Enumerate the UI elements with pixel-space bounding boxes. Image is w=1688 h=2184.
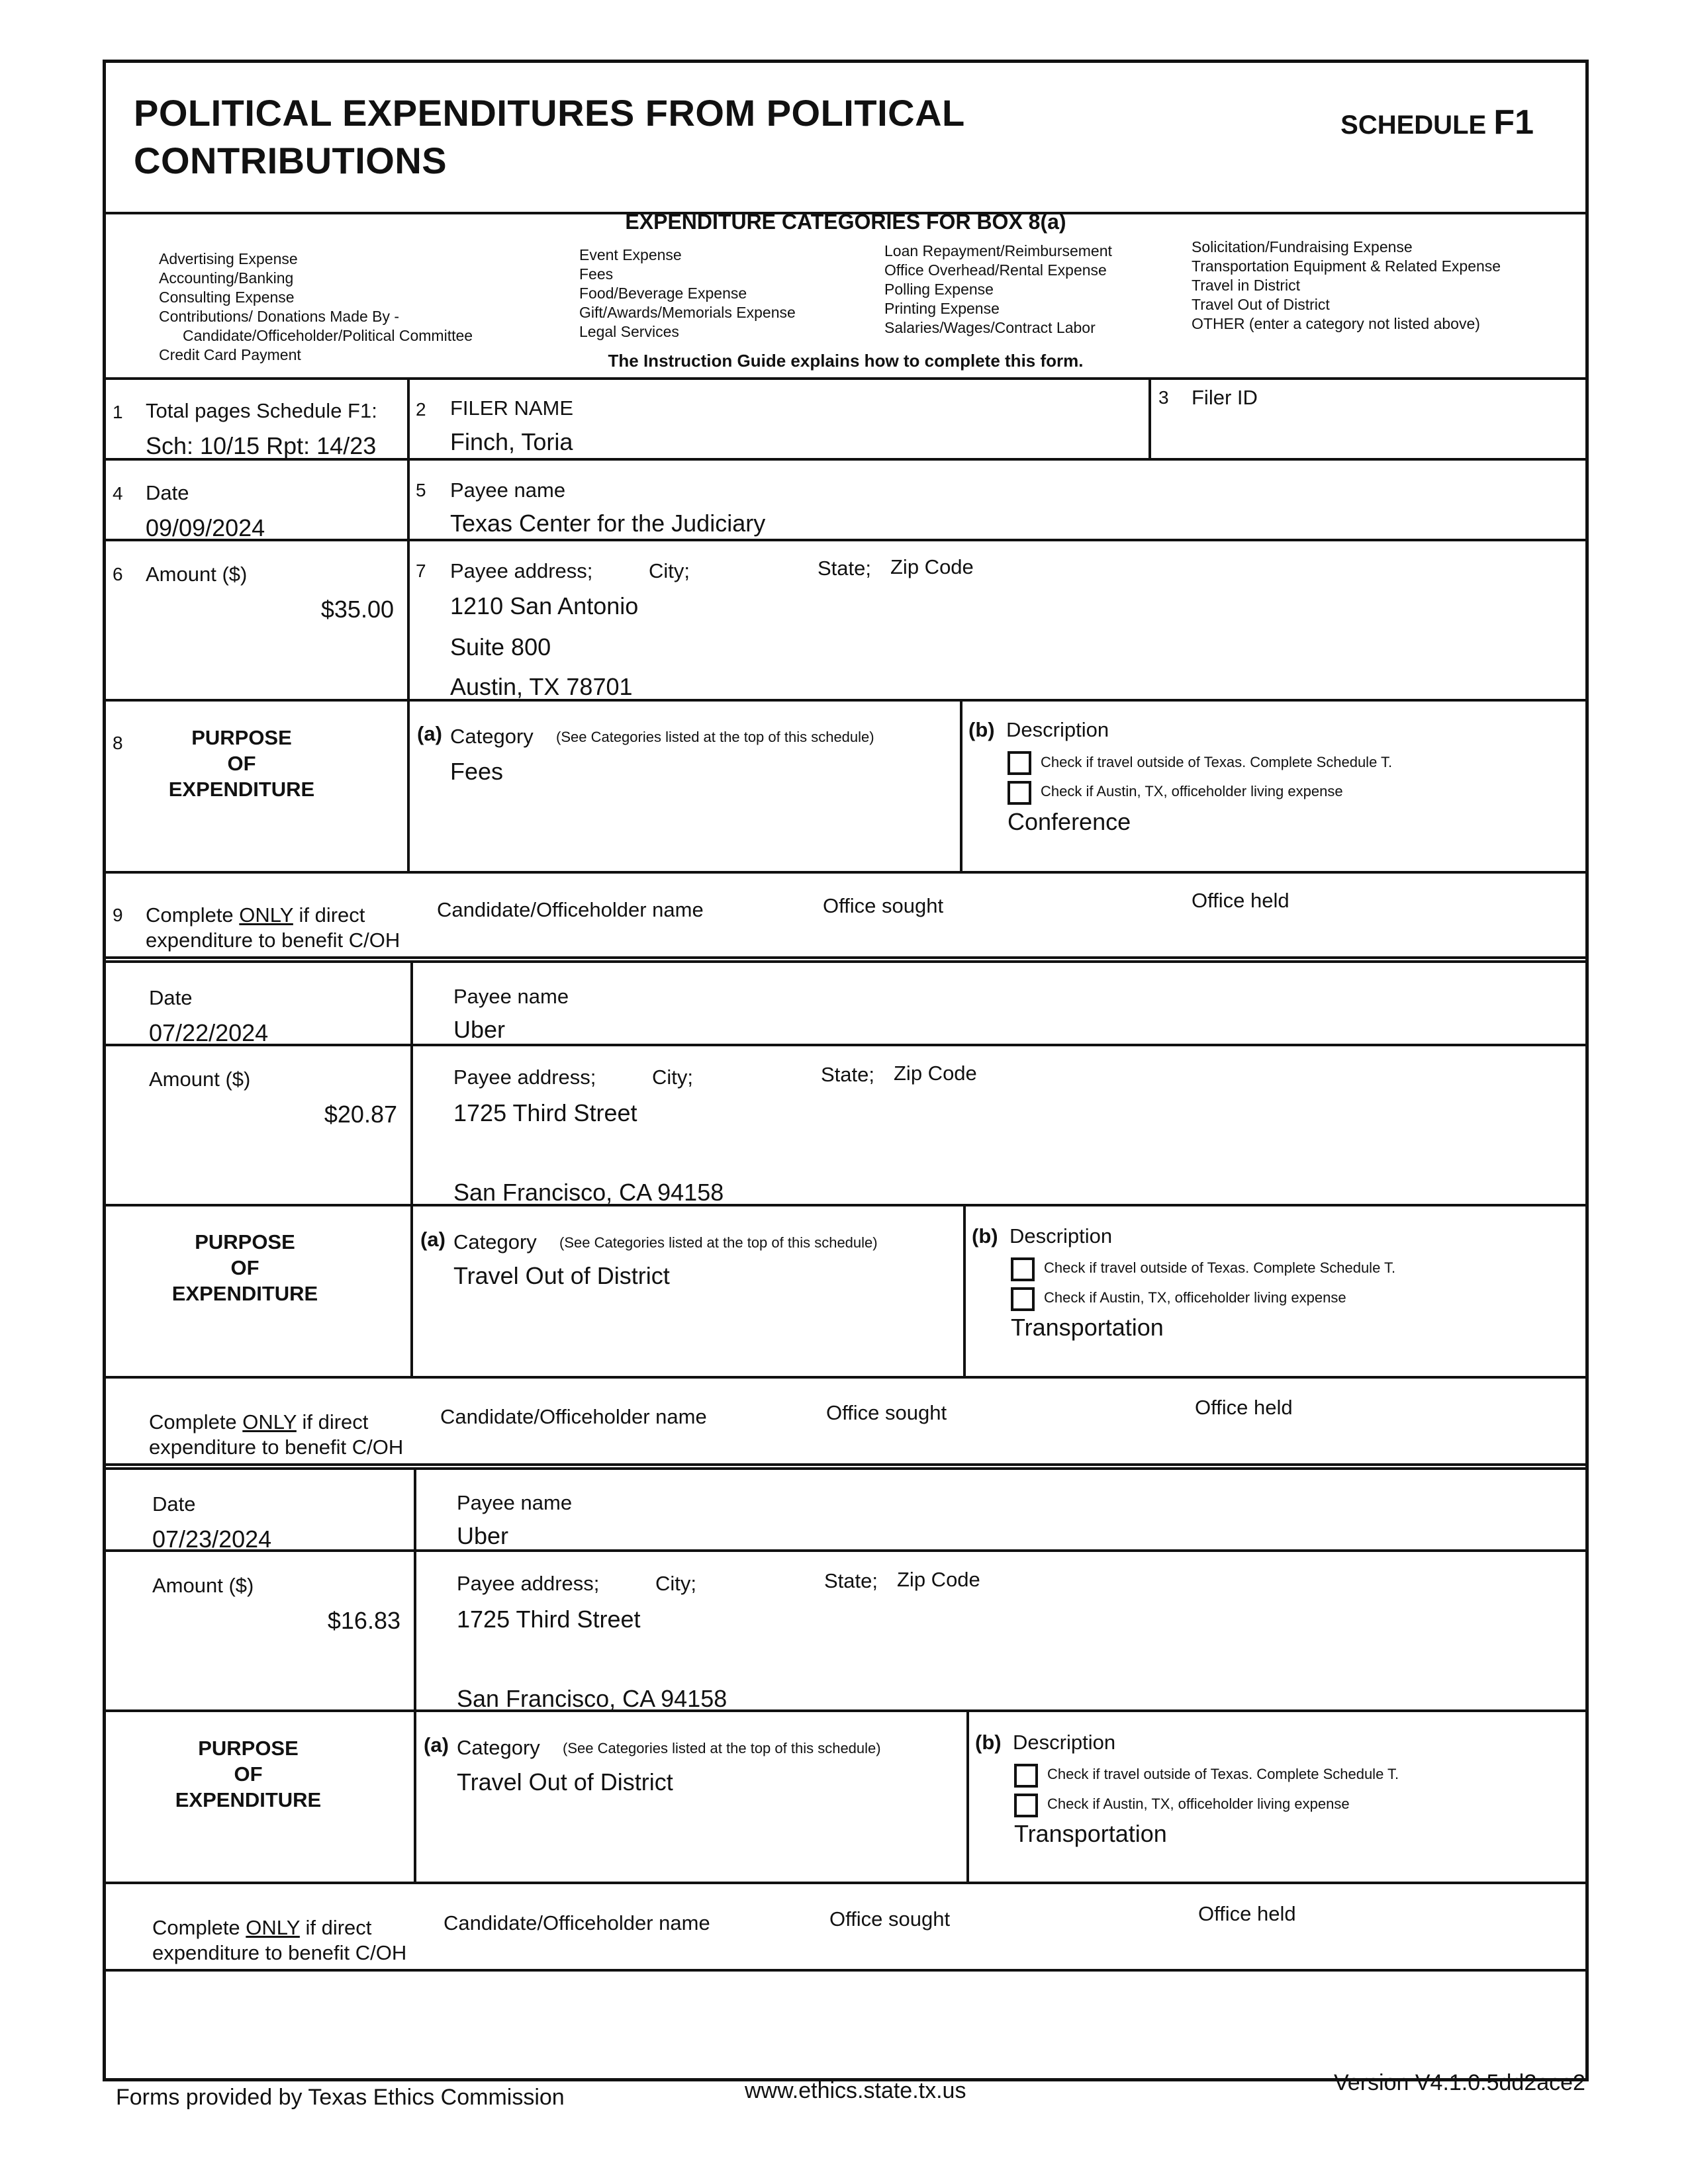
state-label: State; [821, 1063, 874, 1086]
category-value: Travel Out of District [453, 1262, 670, 1289]
purpose-of-expenditure-label [146, 725, 338, 802]
category-item: Travel Out of District [1192, 296, 1330, 313]
category-column-2 [579, 246, 796, 341]
divider [106, 699, 1585, 702]
divider [106, 1044, 1585, 1046]
complete-only-note [146, 903, 365, 927]
zip-label: Zip Code [890, 555, 974, 578]
zip-label: Zip Code [894, 1062, 977, 1085]
office-sought-label: Office sought [826, 1401, 947, 1424]
austin-living-expense-checkbox[interactable] [1008, 781, 1031, 805]
payee-address-label: Payee address; [450, 559, 593, 582]
address-line-3: Austin, TX 78701 [450, 673, 633, 700]
austin-living-expense-label: Check if Austin, TX, officeholder living expense [1041, 783, 1343, 799]
category-item: Office Overhead/Rental Expense [884, 261, 1107, 279]
divider [407, 700, 410, 871]
category-item: Polling Expense [884, 281, 994, 298]
travel-outside-texas-checkbox[interactable] [1008, 751, 1031, 775]
office-held-label: Office held [1195, 1396, 1293, 1419]
austin-living-expense-label: Check if Austin, TX, officeholder living expense [1047, 1796, 1350, 1812]
date-label: Date [152, 1492, 196, 1516]
purpose-line: PURPOSE [195, 1230, 295, 1253]
address-line-2: Suite 800 [450, 633, 551, 660]
date-value: 09/09/2024 [146, 514, 265, 541]
address-line-3: San Francisco, CA 94158 [457, 1685, 727, 1712]
category-item: Fees [579, 265, 614, 283]
filer-name-value: Finch, Toria [450, 428, 573, 455]
purpose-line: OF [234, 1762, 263, 1786]
category-item: OTHER (enter a category not listed above) [1192, 315, 1480, 332]
category-item: Gift/Awards/Memorials Expense [579, 304, 796, 321]
divider [106, 1969, 1585, 1972]
travel-outside-texas-checkbox[interactable] [1011, 1257, 1035, 1281]
amount-value: $16.83 [327, 1607, 400, 1634]
divider [410, 963, 413, 1044]
category-column-3 [884, 242, 1112, 338]
office-sought-label: Office sought [829, 1907, 951, 1931]
divider [106, 871, 1585, 874]
complete-only-line2: expenditure to benefit C/OH [146, 929, 400, 952]
category-item: Legal Services [579, 323, 679, 340]
category-item: Food/Beverage Expense [579, 285, 747, 302]
category-label: Category [453, 1230, 537, 1253]
category-item: Solicitation/Fundraising Expense [1192, 238, 1413, 255]
complete-post: if direct [293, 903, 365, 927]
complete-post: if direct [296, 1410, 369, 1433]
category-column-4 [1192, 238, 1501, 334]
field-number-9: 9 [113, 905, 123, 925]
divider [414, 1551, 416, 1709]
category-label: Category [457, 1736, 540, 1759]
b-tag: (b) [968, 718, 995, 741]
filer-name-label: FILER NAME [450, 396, 574, 420]
payee-name-label: Payee name [453, 985, 569, 1008]
purpose-line: OF [227, 752, 256, 775]
complete-only: ONLY [246, 1916, 300, 1939]
divider [106, 1549, 1585, 1552]
see-categories-note: (See Categories listed at the top of this schedule) [563, 1740, 881, 1756]
see-categories-note: (See Categories listed at the top of this schedule) [559, 1234, 878, 1251]
city-label: City; [652, 1066, 693, 1089]
office-sought-label: Office sought [823, 894, 944, 917]
divider [407, 379, 410, 458]
category-item: Salaries/Wages/Contract Labor [884, 319, 1096, 336]
filer-id-label: Filer ID [1192, 386, 1258, 409]
state-label: State; [818, 557, 871, 580]
state-label: State; [824, 1569, 878, 1592]
travel-outside-texas-checkbox[interactable] [1014, 1764, 1038, 1788]
description-label: Description [1006, 718, 1109, 741]
amount-label: Amount ($) [149, 1068, 251, 1091]
footer-provided-by: Forms provided by Texas Ethics Commission [116, 2085, 565, 2110]
purpose-of-expenditure-label [149, 1229, 341, 1306]
complete-only: ONLY [239, 903, 293, 927]
category-item: Advertising Expense [159, 250, 298, 267]
divider [414, 1711, 416, 1882]
divider [106, 458, 1585, 461]
divider [106, 1882, 1585, 1884]
category-item: Consulting Expense [159, 289, 295, 306]
category-column-1 [159, 250, 473, 365]
total-pages-label: Total pages Schedule F1: [146, 399, 377, 422]
austin-living-expense-label: Check if Austin, TX, officeholder living expense [1044, 1289, 1346, 1306]
category-item: Credit Card Payment [159, 346, 301, 363]
footer-version: Version V4.1.0.5dd2ace2 [1334, 2070, 1585, 2095]
divider [106, 1376, 1585, 1379]
divider [410, 1205, 413, 1376]
complete-pre: Complete [149, 1410, 243, 1433]
category-item: Contributions/ Donations Made By - [159, 308, 400, 325]
purpose-line: EXPENDITURE [175, 1788, 322, 1811]
complete-only-line2: expenditure to benefit C/OH [149, 1435, 404, 1459]
schedule-f1-form [103, 60, 1589, 2081]
payee-address-label: Payee address; [453, 1066, 596, 1089]
payee-name-label: Payee name [457, 1491, 573, 1514]
zip-label: Zip Code [897, 1568, 980, 1591]
b-tag: (b) [972, 1224, 998, 1248]
b-tag: (b) [975, 1731, 1002, 1754]
description-value: Conference [1008, 808, 1131, 835]
entry-separator [106, 956, 1585, 963]
date-value: 07/23/2024 [152, 1525, 272, 1553]
divider [966, 1711, 969, 1882]
divider [1149, 379, 1151, 458]
instruction-guide-note: The Instruction Guide explains how to complete this form. [608, 351, 1084, 371]
travel-outside-texas-label: Check if travel outside of Texas. Complete Schedule T. [1041, 754, 1393, 770]
address-line-1: 1725 Third Street [457, 1606, 641, 1633]
a-tag: (a) [420, 1228, 445, 1251]
divider [407, 459, 410, 539]
category-item: Accounting/Banking [159, 269, 294, 287]
divider [106, 1204, 1585, 1206]
category-item: Travel in District [1192, 277, 1300, 294]
date-label: Date [149, 986, 193, 1009]
travel-outside-texas-label: Check if travel outside of Texas. Complete Schedule T. [1044, 1259, 1396, 1276]
field-number-1: 1 [113, 402, 123, 422]
entry-separator [106, 1463, 1585, 1470]
complete-pre: Complete [146, 903, 240, 927]
purpose-line: EXPENDITURE [171, 1282, 318, 1305]
purpose-line: PURPOSE [191, 726, 292, 749]
complete-post: if direct [299, 1916, 372, 1939]
payee-name-value: Uber [457, 1522, 509, 1549]
divider [963, 1205, 966, 1376]
candidate-name-label: Candidate/Officeholder name [440, 1405, 707, 1428]
form-title-line1: POLITICAL EXPENDITURES FROM POLITICAL [134, 92, 965, 134]
schedule-label [1340, 103, 1534, 142]
candidate-name-label: Candidate/Officeholder name [444, 1911, 710, 1934]
category-label: Category [450, 725, 534, 748]
field-number-4: 4 [113, 483, 123, 504]
office-held-label: Office held [1198, 1902, 1296, 1925]
category-item: Loan Repayment/Reimbursement [884, 242, 1112, 259]
schedule-code: F1 [1493, 103, 1534, 142]
description-label: Description [1009, 1224, 1113, 1248]
description-label: Description [1013, 1731, 1116, 1754]
complete-only-note [149, 1410, 368, 1434]
city-label: City; [649, 559, 690, 582]
amount-value: $20.87 [324, 1101, 397, 1128]
schedule-word: SCHEDULE [1340, 111, 1487, 140]
travel-outside-texas-label: Check if travel outside of Texas. Complete Schedule T. [1047, 1766, 1399, 1782]
category-value: Travel Out of District [457, 1768, 673, 1796]
complete-only: ONLY [242, 1410, 297, 1433]
office-held-label: Office held [1192, 889, 1289, 912]
austin-living-expense-checkbox[interactable] [1011, 1287, 1035, 1311]
date-label: Date [146, 481, 189, 504]
field-number-6: 6 [113, 564, 123, 584]
category-item: Candidate/Officeholder/Political Committee [183, 327, 473, 344]
address-line-1: 1210 San Antonio [450, 592, 639, 619]
complete-only-line2: expenditure to benefit C/OH [152, 1941, 407, 1964]
field-number-5: 5 [416, 480, 426, 500]
divider [106, 377, 1585, 380]
payee-address-label: Payee address; [457, 1572, 600, 1595]
field-number-2: 2 [416, 399, 426, 420]
see-categories-note: (See Categories listed at the top of this schedule) [556, 729, 874, 745]
payee-name-value: Uber [453, 1016, 506, 1043]
address-line-1: 1725 Third Street [453, 1099, 637, 1126]
total-pages-value: Sch: 10/15 Rpt: 14/23 [146, 432, 377, 459]
divider [407, 540, 410, 699]
divider [106, 1709, 1585, 1712]
purpose-line: PURPOSE [198, 1737, 299, 1760]
address-line-3: San Francisco, CA 94158 [453, 1179, 724, 1206]
amount-label: Amount ($) [146, 563, 248, 586]
austin-living-expense-checkbox[interactable] [1014, 1794, 1038, 1817]
payee-name-value: Texas Center for the Judiciary [450, 510, 766, 537]
divider [106, 539, 1585, 541]
description-value: Transportation [1011, 1314, 1164, 1341]
categories-heading: EXPENDITURE CATEGORIES FOR BOX 8(a) [625, 210, 1066, 234]
field-number-8: 8 [113, 733, 123, 753]
form-title [134, 89, 965, 185]
purpose-line: EXPENDITURE [168, 778, 315, 801]
candidate-name-label: Candidate/Officeholder name [437, 898, 704, 921]
field-number-3: 3 [1158, 387, 1169, 408]
date-value: 07/22/2024 [149, 1019, 269, 1046]
description-value: Transportation [1014, 1820, 1167, 1847]
complete-pre: Complete [152, 1916, 246, 1939]
amount-value: $35.00 [320, 596, 394, 623]
form-title-line2: CONTRIBUTIONS [134, 140, 447, 181]
divider [960, 700, 962, 871]
a-tag: (a) [424, 1733, 449, 1756]
amount-label: Amount ($) [152, 1574, 254, 1597]
purpose-of-expenditure-label [152, 1735, 344, 1813]
category-item: Printing Expense [884, 300, 1000, 317]
payee-name-label: Payee name [450, 478, 566, 502]
a-tag: (a) [417, 722, 442, 745]
divider [410, 1045, 413, 1204]
divider [414, 1470, 416, 1549]
complete-only-note [152, 1916, 371, 1940]
field-number-7: 7 [416, 561, 426, 581]
category-item: Transportation Equipment & Related Expense [1192, 257, 1501, 275]
purpose-line: OF [230, 1256, 259, 1279]
footer-website[interactable]: www.ethics.state.tx.us [745, 2078, 966, 2103]
city-label: City; [655, 1572, 696, 1595]
category-item: Event Expense [579, 246, 682, 263]
category-value: Fees [450, 758, 504, 785]
